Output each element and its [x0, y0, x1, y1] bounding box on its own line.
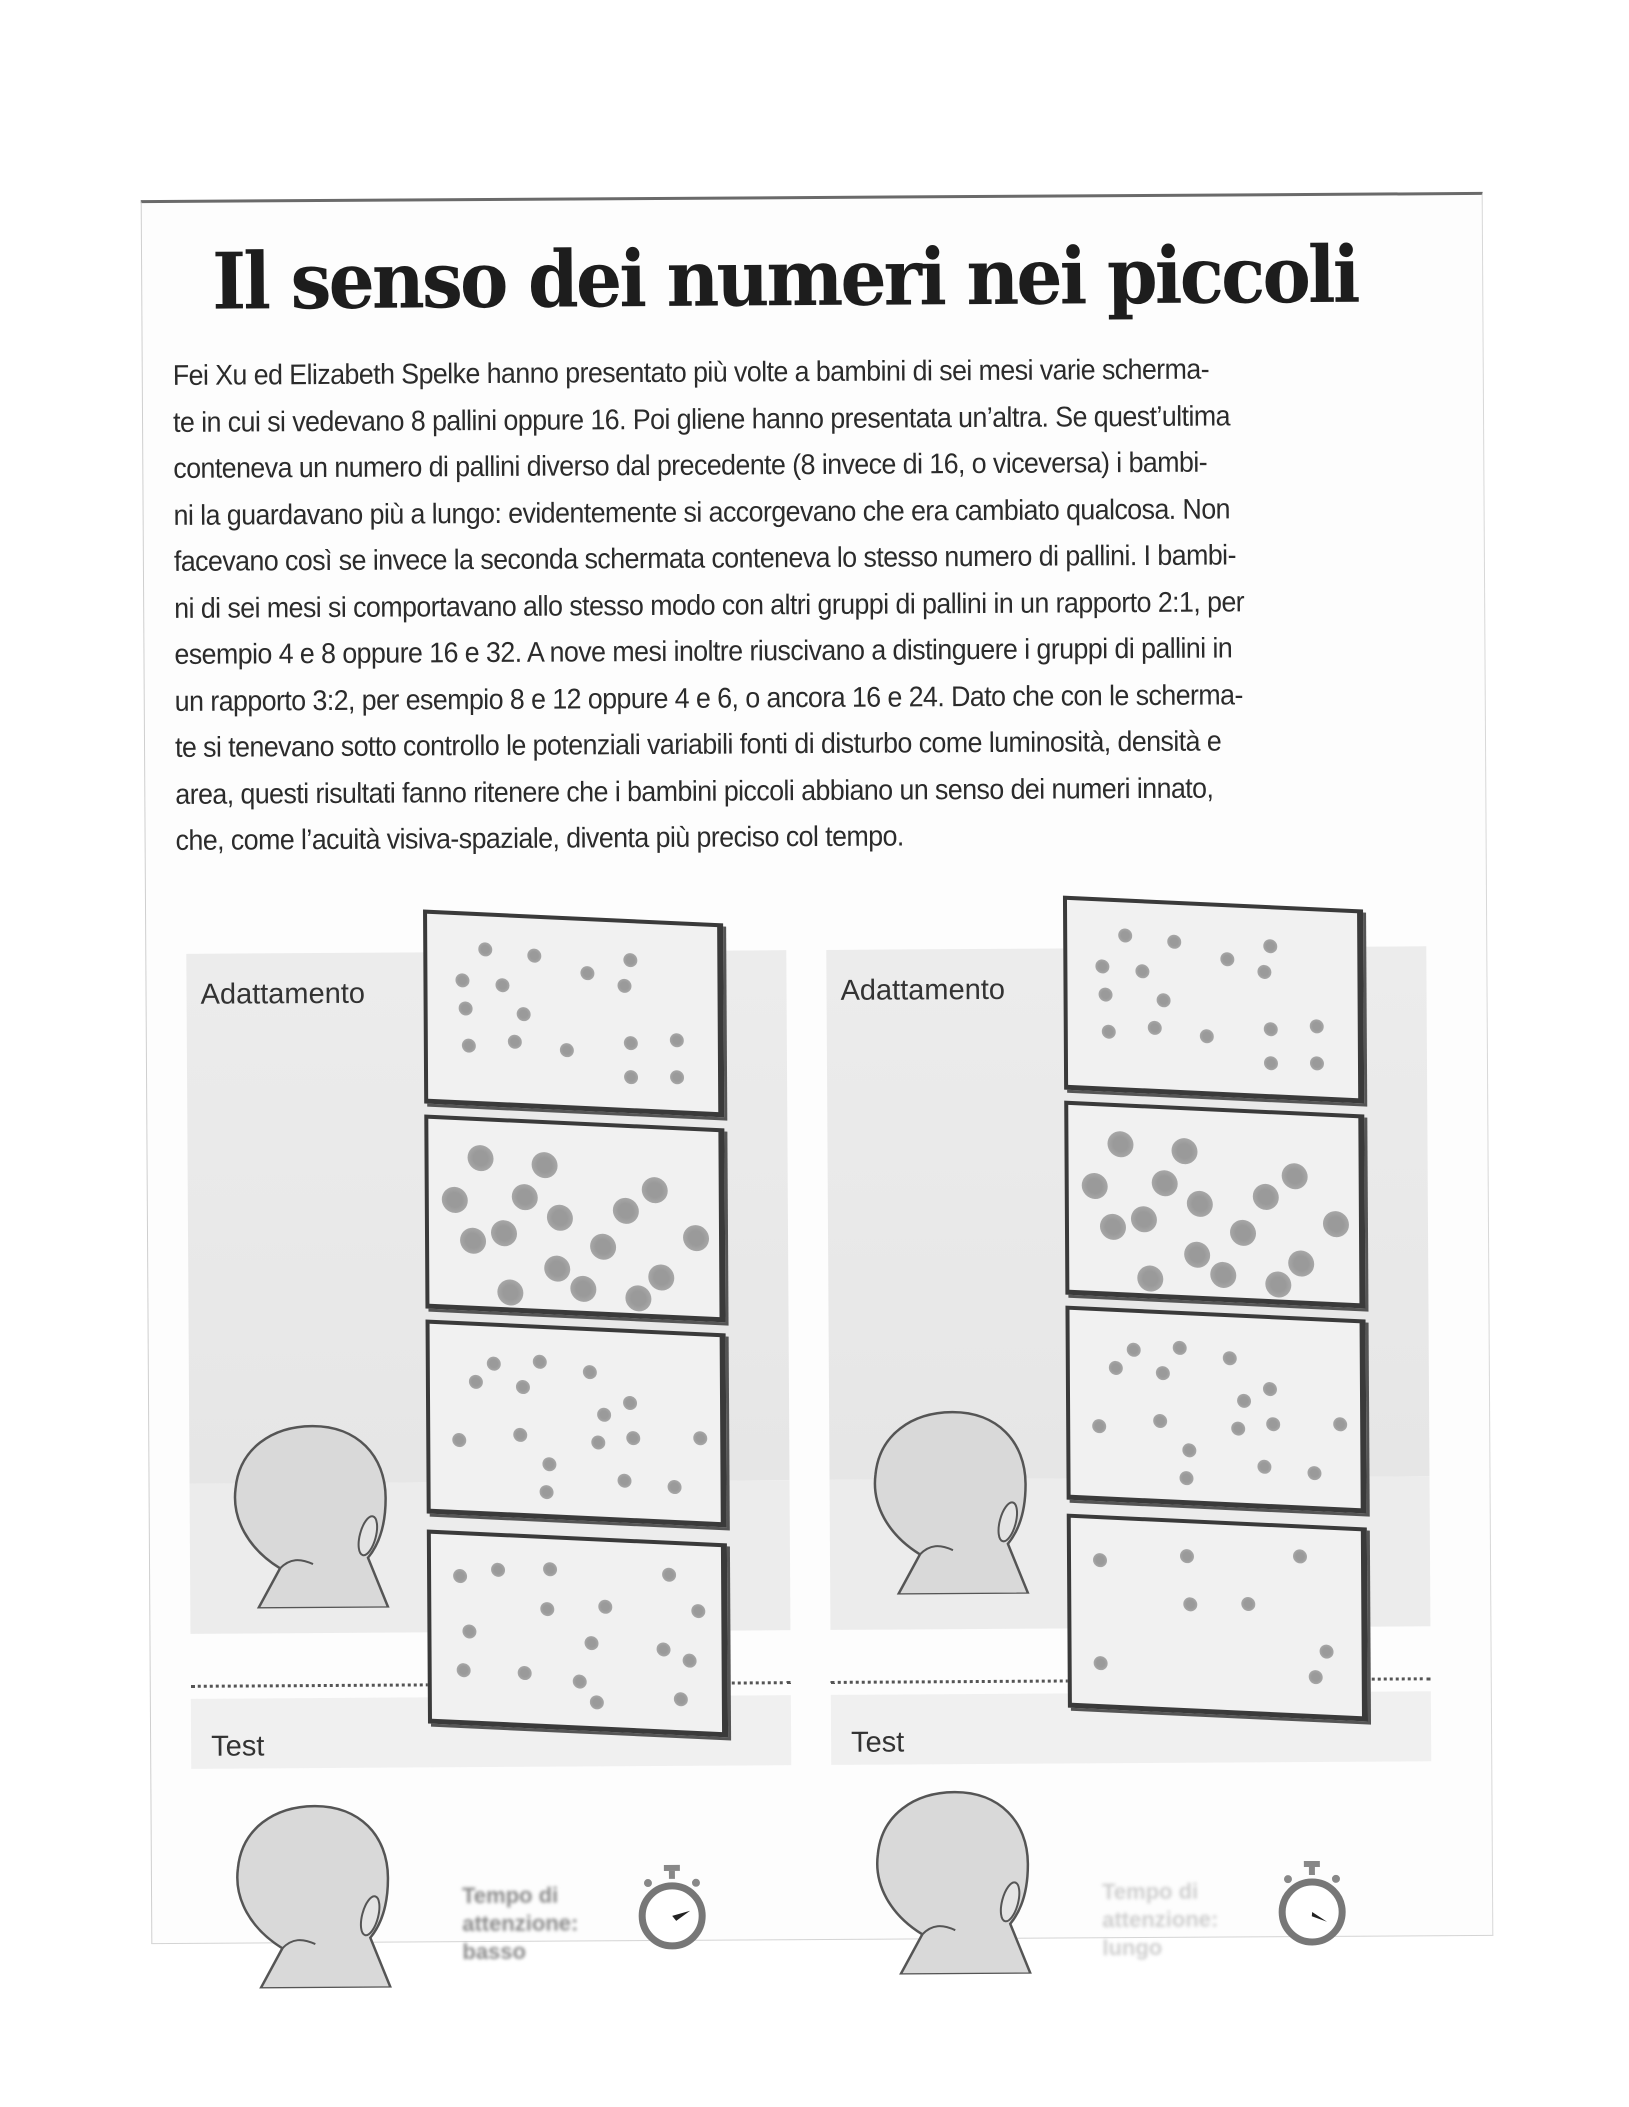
- dot: [453, 1568, 467, 1583]
- body-line: area, questi risultati fanno ritenere che i bambini piccoli abbiano un senso dei numeri innato,: [175, 772, 1214, 811]
- dot: [693, 1431, 707, 1446]
- dot: [528, 948, 542, 963]
- dot: [683, 1225, 709, 1252]
- dot: [1210, 1261, 1236, 1288]
- dot: [1323, 1211, 1349, 1238]
- dot: [1310, 1056, 1324, 1071]
- adaptation-screen-3: [1065, 1306, 1366, 1514]
- dot: [597, 1408, 611, 1423]
- dot: [1220, 952, 1234, 967]
- adaptation-screen-2: [1064, 1101, 1365, 1309]
- baby-head-icon: [857, 1404, 1058, 1595]
- dot: [1131, 1206, 1157, 1233]
- dot: [1241, 1596, 1255, 1611]
- dot: [1093, 1553, 1107, 1568]
- dot: [1148, 1020, 1162, 1035]
- dot: [626, 1431, 640, 1446]
- dot: [1264, 1055, 1278, 1070]
- body-line: che, come l’acuità visiva-spaziale, diventa più preciso col tempo.: [175, 820, 904, 857]
- dot: [469, 1374, 483, 1389]
- dot: [1288, 1250, 1314, 1277]
- dot: [662, 1567, 676, 1582]
- dot: [1108, 1131, 1134, 1158]
- dot: [1118, 928, 1132, 943]
- dot: [511, 1184, 537, 1211]
- dot: [1173, 1341, 1187, 1356]
- dot: [674, 1691, 688, 1706]
- body-line: ni di sei mesi si comportavano allo stesso modo con altri gruppi di pallini in un rapporto 2:1, per: [174, 585, 1245, 625]
- dot: [590, 1695, 604, 1710]
- article-title: Il senso dei numeri nei piccoli: [211, 229, 1358, 328]
- article-body: [173, 346, 1370, 865]
- baby-silhouette: [217, 1417, 418, 1608]
- baby-silhouette: [859, 1784, 1060, 1975]
- dot: [573, 1674, 587, 1689]
- dot: [1167, 934, 1181, 949]
- dot: [1200, 1028, 1214, 1043]
- dot: [580, 966, 594, 981]
- dot: [491, 1220, 517, 1247]
- dot: [1263, 939, 1277, 954]
- dot: [497, 1279, 523, 1306]
- dot: [1253, 1184, 1279, 1211]
- test-label: Test: [211, 1730, 265, 1763]
- adaptation-screen-1: [423, 910, 724, 1118]
- dot: [1101, 1024, 1115, 1039]
- dot: [462, 1624, 476, 1639]
- dot: [582, 1364, 596, 1379]
- dot: [468, 1145, 494, 1172]
- dot: [560, 1042, 574, 1057]
- dot: [1265, 1271, 1291, 1298]
- attention-time-label: Tempo di attenzione: lungo: [1101, 1878, 1219, 1961]
- adaptation-label: Adattamento: [840, 973, 1006, 1007]
- body-line: te in cui si vedevano 8 pallini oppure 16. Poi gliene hanno presentata un’altra. Se quest’ultima: [172, 399, 1231, 439]
- dot: [517, 1666, 531, 1681]
- test-screen: [427, 1530, 728, 1738]
- dot: [491, 1563, 505, 1578]
- dot: [1266, 1417, 1280, 1432]
- dot: [1263, 1382, 1277, 1397]
- body-line: Fei Xu ed Elizabeth Spelke hanno presentato più volte a bambini di sei mesi varie scherma-: [172, 353, 1210, 392]
- dot: [1258, 1459, 1272, 1474]
- body-line: un rapporto 3:2, per esempio 8 e 12 oppure 4 e 6, o ancora 16 e 24. Dato che con le scherma-: [174, 678, 1243, 718]
- dot: [496, 978, 510, 993]
- body-line: facevano così se invece la seconda schermata conteneva lo stesso numero di pallini. I bambi-: [173, 539, 1236, 578]
- dot: [1156, 993, 1170, 1008]
- dot: [1099, 1213, 1125, 1240]
- adaptation-screen-2: [424, 1115, 725, 1323]
- dot: [1307, 1465, 1321, 1480]
- dot: [1171, 1137, 1197, 1164]
- adaptation-label: Adattamento: [200, 977, 366, 1011]
- dot: [618, 1473, 632, 1488]
- dot: [623, 953, 637, 968]
- dot: [624, 1069, 638, 1084]
- experiment-panel-changed-number: [826, 911, 1472, 1961]
- dot: [458, 1001, 472, 1016]
- dot: [648, 1264, 674, 1291]
- dot: [442, 1186, 468, 1213]
- dot: [461, 1038, 475, 1053]
- stopwatch-icon: [1272, 1857, 1353, 1947]
- dot: [1136, 964, 1150, 979]
- dot: [1237, 1394, 1251, 1409]
- dot: [1153, 1414, 1167, 1429]
- dot: [1230, 1220, 1256, 1247]
- dot: [584, 1636, 598, 1651]
- dot: [533, 1355, 547, 1370]
- dot: [1222, 1351, 1236, 1366]
- baby-silhouette: [219, 1797, 420, 1988]
- dot: [540, 1485, 554, 1500]
- dot: [642, 1177, 668, 1204]
- adaptation-screen-3: [426, 1320, 727, 1528]
- dot: [1095, 959, 1109, 974]
- dot: [452, 1432, 466, 1447]
- dot: [487, 1356, 501, 1371]
- dot: [457, 1663, 471, 1678]
- dot: [590, 1233, 616, 1260]
- dot: [1094, 1656, 1108, 1671]
- dot: [1179, 1471, 1193, 1486]
- test-label: Test: [851, 1726, 905, 1759]
- dot: [1126, 1342, 1140, 1357]
- dot: [618, 978, 632, 993]
- adaptation-screen-1: [1063, 896, 1364, 1104]
- dot: [1320, 1644, 1334, 1659]
- dot: [691, 1603, 705, 1618]
- dot: [670, 1033, 684, 1048]
- dot: [1182, 1443, 1196, 1458]
- dot: [543, 1561, 557, 1576]
- baby-head-icon: [219, 1797, 420, 1988]
- dot: [1186, 1190, 1212, 1217]
- dot: [591, 1435, 605, 1450]
- dot: [1282, 1163, 1308, 1190]
- dot: [1109, 1360, 1123, 1375]
- dot: [1184, 1241, 1210, 1268]
- baby-head-icon: [859, 1784, 1060, 1975]
- experiment-panel-different-number: [186, 915, 832, 1965]
- body-line: conteneva un numero di pallini diverso dal precedente (8 invece di 16, o viceversa) i bambi-: [173, 446, 1208, 485]
- dot: [1137, 1265, 1163, 1292]
- baby-silhouette: [857, 1404, 1058, 1595]
- dot: [1156, 1366, 1170, 1381]
- dot: [532, 1151, 558, 1178]
- body-line: te si tenevano sotto controllo le potenziali variabili fonti di disturbo come luminosità, densità e: [174, 725, 1222, 764]
- dot: [516, 1007, 530, 1022]
- dot: [1264, 1022, 1278, 1037]
- dot: [613, 1198, 639, 1225]
- dot: [542, 1457, 556, 1472]
- dot: [657, 1643, 671, 1658]
- dot: [513, 1428, 527, 1443]
- dot: [670, 1070, 684, 1085]
- body-line: esempio 4 e 8 oppure 16 e 32. A nove mesi inoltre riuscivano a distinguere i gruppi di pallini in: [174, 632, 1233, 671]
- dot: [516, 1380, 530, 1395]
- dot: [1231, 1421, 1245, 1436]
- dot: [478, 942, 492, 957]
- scanned-page: [141, 192, 1494, 1965]
- dot: [1098, 987, 1112, 1002]
- dot: [544, 1255, 570, 1282]
- dot: [508, 1034, 522, 1049]
- dot: [625, 1285, 651, 1312]
- dot: [1082, 1172, 1108, 1199]
- dot: [623, 1396, 637, 1411]
- dot: [1293, 1549, 1307, 1564]
- dot: [1180, 1549, 1194, 1564]
- dot: [1183, 1597, 1197, 1612]
- dot: [598, 1599, 612, 1614]
- dot: [1308, 1670, 1322, 1685]
- dot: [624, 1036, 638, 1051]
- dot: [1333, 1417, 1347, 1432]
- dot: [1092, 1419, 1106, 1434]
- dot: [455, 973, 469, 988]
- dot: [1151, 1170, 1177, 1197]
- dot: [1258, 965, 1272, 980]
- dot: [683, 1653, 697, 1668]
- body-line: ni la guardavano più a lungo: evidentemente si accorgevano che era cambiato qualcosa. Non: [173, 492, 1231, 532]
- dot: [1310, 1019, 1324, 1034]
- dot: [540, 1602, 554, 1617]
- baby-head-icon: [217, 1417, 418, 1608]
- attention-time-label: Tempo di attenzione: basso: [461, 1882, 579, 1965]
- dot: [546, 1204, 572, 1231]
- stopwatch-icon: [632, 1861, 713, 1951]
- dot: [459, 1227, 485, 1254]
- dot: [667, 1479, 681, 1494]
- test-screen: [1067, 1514, 1368, 1722]
- dot: [570, 1275, 596, 1302]
